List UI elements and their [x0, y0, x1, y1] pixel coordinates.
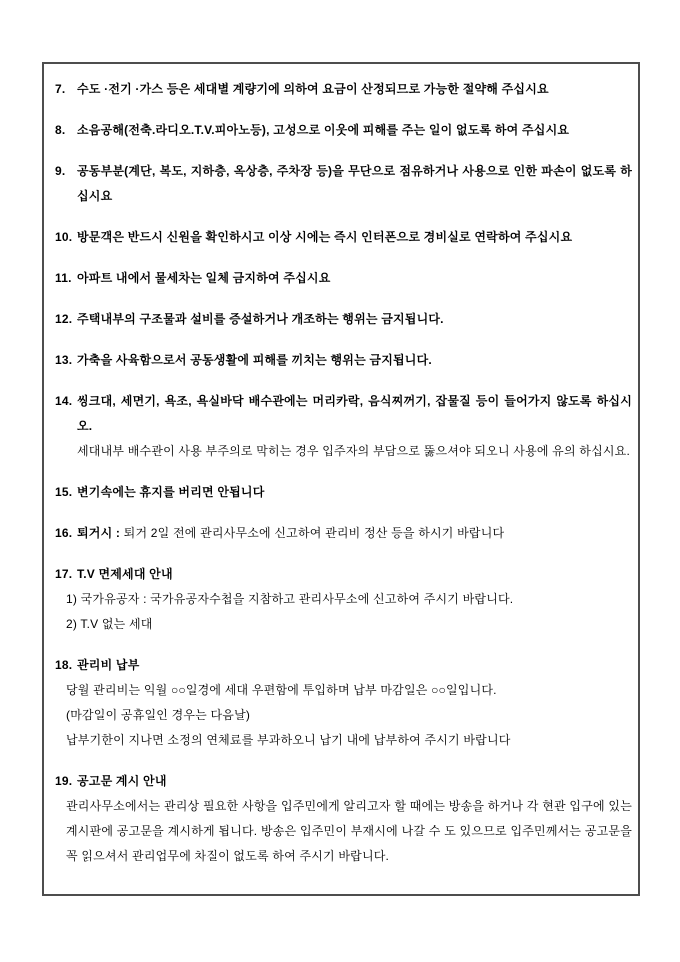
item-number: 17. — [55, 567, 73, 581]
sub-line: (마감일이 공휴일인 경우는 다음날) — [66, 708, 251, 722]
rule-item-7 — [55, 77, 632, 102]
item-number: 8. — [55, 123, 66, 137]
rule-item-14 — [55, 389, 632, 464]
sub-line: 1) 국가유공자 : 국가유공자수첩을 지참하고 관리사무소에 신고하여 주시기 바랍니다. — [66, 592, 514, 606]
sub-line: 당월 관리비는 익월 ○○일경에 세대 우편함에 투입하며 납부 마감일은 ○○일입니다. — [66, 683, 497, 697]
rule-item-15 — [55, 480, 632, 505]
item-number: 7. — [55, 82, 66, 96]
item-title: 관리비 납부 — [77, 658, 140, 672]
sub-line: 2) T.V 없는 세대 — [66, 617, 153, 631]
item-number: 15. — [55, 485, 73, 499]
item-heading — [55, 769, 632, 794]
item-text: 퇴거 2일 전에 관리사무소에 신고하여 관리비 정산 등을 하시기 바랍니다 — [123, 526, 505, 540]
item-text: 씽크대, 세면기, 욕조, 욕실바닥 배수관에는 머리카락, 음식찌꺼기, 잡물질 등이 들어가지 않도록 하십시오. — [77, 394, 632, 433]
item-text: 아파트 내에서 물세차는 일체 금지하여 주십시요 — [77, 271, 331, 285]
rule-item-16 — [55, 521, 632, 546]
item-text: 주택내부의 구조물과 설비를 증설하거나 개조하는 행위는 금지됩니다. — [77, 312, 444, 326]
item-number: 9. — [55, 164, 66, 178]
rule-item-10 — [55, 225, 632, 250]
item-text: 변기속에는 휴지를 버리면 안됩니다 — [77, 485, 265, 499]
item-number: 13. — [55, 353, 73, 367]
rule-item-8 — [55, 118, 632, 143]
rule-item-12 — [55, 307, 632, 332]
item-text-group — [77, 389, 632, 464]
item-text: 방문객은 반드시 신원을 확인하시고 이상 시에는 즉시 인터폰으로 경비실로 연락하여 주십시요 — [77, 230, 573, 244]
apartment-rules-document — [55, 77, 632, 885]
item-number: 10. — [55, 230, 73, 244]
item-number: 16. — [55, 526, 73, 540]
item-text: 공동부분(계단, 복도, 지하층, 옥상층, 주차장 등)을 무단으로 점유하거나 사용으로 인한 파손이 없도록 하십시요 — [77, 164, 632, 203]
rule-item-18 — [55, 653, 632, 753]
rule-item-11 — [55, 266, 632, 291]
rule-item-13 — [55, 348, 632, 373]
item-text-group — [77, 521, 632, 546]
item-paragraph: 관리사무소에서는 관리상 필요한 사항을 입주민에게 알리고자 할 때에는 방송을 하거나 각 현관 입구에 있는 계시판에 공고문을 계시하게 됩니다. 방송은 입주민이 부재시에 나갈 수 도 있으므로 입주민께서는 공고문을 꼭 읽으셔서 관리업무에 차질이 없도록 하여 주시기 바랍니다. — [66, 799, 632, 863]
item-number: 14. — [55, 394, 73, 408]
item-number: 12. — [55, 312, 73, 326]
item-note: 세대내부 배수관이 사용 부주의로 막히는 경우 입주자의 부담으로 뚫으셔야 되오니 사용에 유의 하십시요. — [77, 444, 631, 458]
rule-item-19 — [55, 769, 632, 869]
item-text: 소음공해(전축.라디오.T.V.피아노등), 고성으로 이웃에 피해를 주는 일이 없도록 하여 주십시요 — [77, 123, 570, 137]
item-heading — [55, 562, 632, 587]
item-number: 11. — [55, 271, 72, 285]
sub-line: 납부기한이 지나면 소정의 연체료를 부과하오니 납기 내에 납부하여 주시기 바랍니다 — [66, 733, 511, 747]
item-title: T.V 면제세대 안내 — [77, 567, 173, 581]
item-text: 수도 ·전기 ·가스 등은 세대별 계량기에 의하여 요금이 산정되므로 가능한 절약해 주십시요 — [77, 82, 549, 96]
rule-item-17 — [55, 562, 632, 637]
item-number: 19. — [55, 774, 73, 788]
item-text: 가축을 사육함으로서 공동생활에 피해를 끼치는 행위는 금지됩니다. — [77, 353, 432, 367]
item-lead: 퇴거시 : — [77, 526, 121, 540]
item-number: 18. — [55, 658, 73, 672]
item-title: 공고문 계시 안내 — [77, 774, 167, 788]
rule-item-9 — [55, 159, 632, 209]
item-heading — [55, 653, 632, 678]
